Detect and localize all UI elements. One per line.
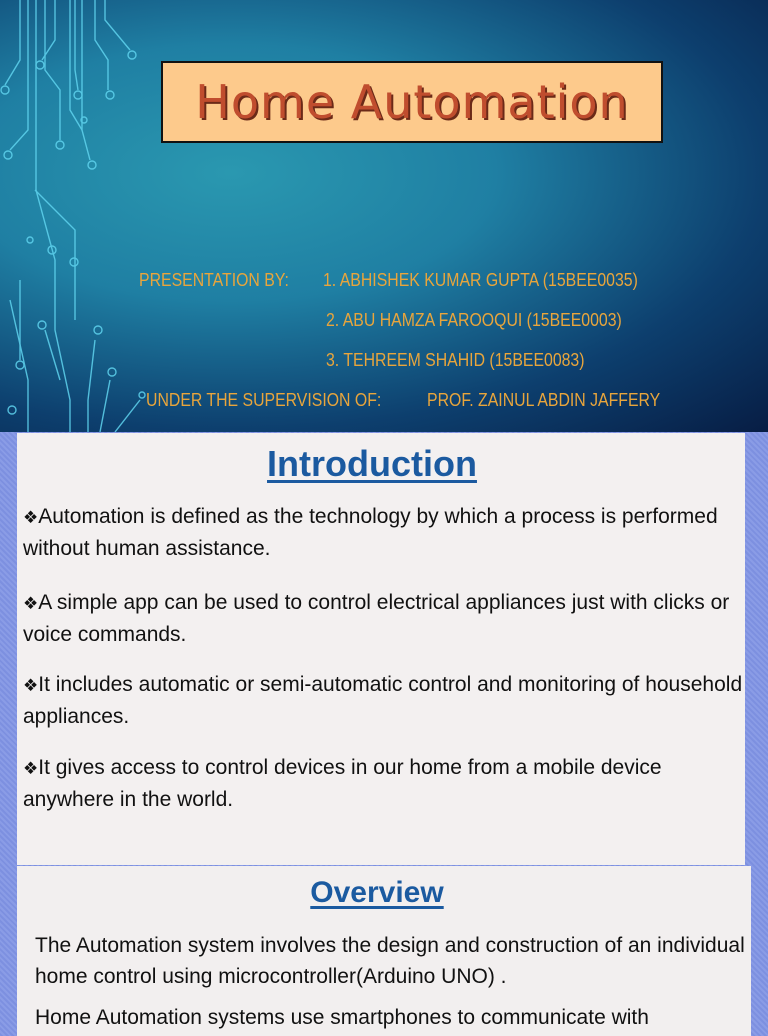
overview-heading: Overview xyxy=(310,876,444,909)
diamond-bullet-icon: ❖ xyxy=(23,759,39,778)
title-box xyxy=(161,61,663,143)
presented-by-label: PRESENTATION BY: xyxy=(139,270,289,290)
presenter-1: 1. ABHISHEK KUMAR GUPTA (15BEE0035) xyxy=(323,270,638,290)
title-slide xyxy=(0,0,768,432)
introduction-slide xyxy=(17,433,745,865)
overview-paragraph: Home Automation systems use smartphones to communicate with xyxy=(35,1006,649,1029)
introduction-heading: Introduction xyxy=(267,443,477,484)
diamond-bullet-icon: ❖ xyxy=(23,508,39,527)
overview-slide xyxy=(17,866,751,1036)
circuit-decoration-icon xyxy=(0,0,160,432)
diamond-bullet-icon: ❖ xyxy=(23,594,39,613)
diamond-bullet-icon: ❖ xyxy=(23,676,39,695)
bullet-item: ❖A simple app can be used to control electrical appliances just with clicks or voice commands. xyxy=(23,591,730,646)
supervision-label: UNDER THE SUPERVISION OF: xyxy=(146,390,382,410)
presentation-title: Home Automation xyxy=(195,75,629,129)
presenter-2: 2. ABU HAMZA FAROOQUI (15BEE0003) xyxy=(326,310,622,330)
supervisor-name: PROF. ZAINUL ABDIN JAFFERY xyxy=(427,390,661,410)
bullet-item: ❖Automation is defined as the technology by which a process is performed without human assistance. xyxy=(23,505,718,560)
presenter-3: 3. TEHREEM SHAHID (15BEE0083) xyxy=(326,350,585,370)
overview-paragraph: The Automation system involves the design and construction of an individual home control using microcontroller(Arduino UNO) . xyxy=(35,934,745,988)
bullet-item: ❖It gives access to control devices in our home from a mobile device anywhere in the world. xyxy=(23,756,662,811)
bullet-item: ❖It includes automatic or semi-automatic control and monitoring of household appliances. xyxy=(23,673,743,728)
